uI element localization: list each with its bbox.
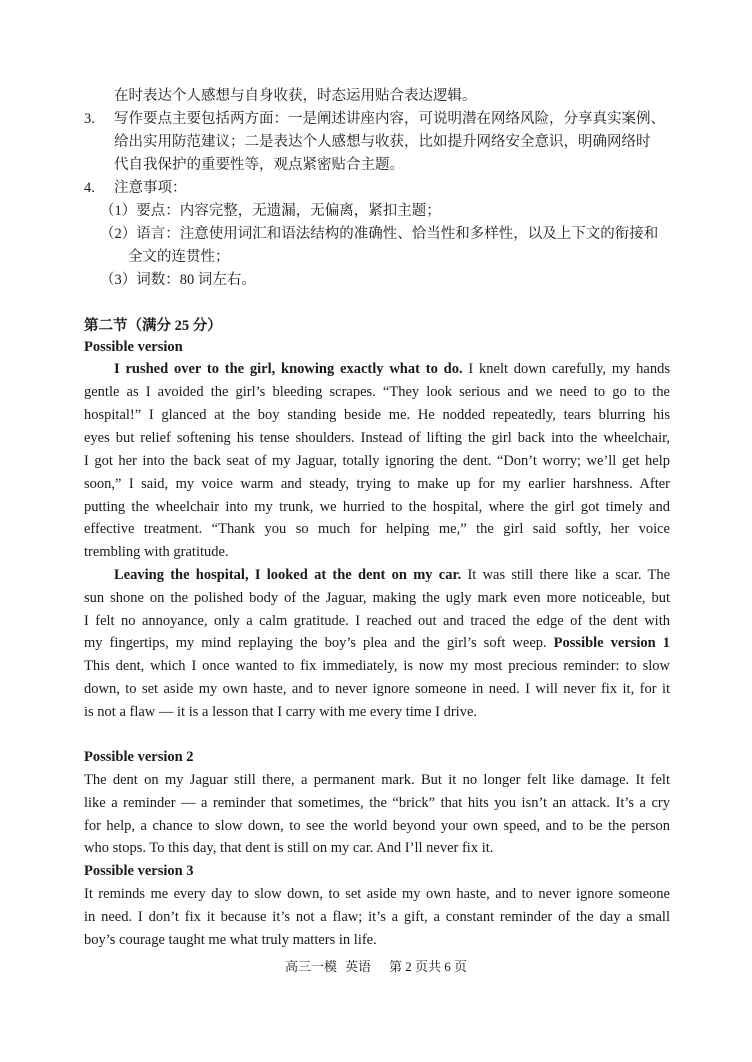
paragraph-line: gentle as I avoided the girl’s bleeding scrapes. “They look serious and we need to go to the [84,384,670,400]
paragraph-line: trembling with gratitude. [84,544,229,560]
paragraph-line: for help, a chance to slow down, to see the world beyond your own speed, and to be the person [84,818,670,834]
notes-title: 注意事项： [114,180,187,196]
requirement-line: 在时表达个人感想与自身收获，时态运用贴合表达逻辑。 [114,88,477,104]
paragraph-line: eyes but relief softening his tense shoulders. Instead of lifting the girl back into the wheelchair, [84,430,670,446]
paragraph-lead: Leaving the hospital, I looked at the dent on my car. [114,567,462,583]
paragraph-line: like a reminder — a reminder that sometimes, the “brick” that hits you isn’t an attack. It’s a cry [84,795,670,811]
note-item: 全文的连贯性； [128,249,230,265]
list-number: 3. [84,111,95,127]
paragraph-line: my fingertips, my mind replaying the boy’s plea and the girl’s soft weep. Possible version 1 [84,635,670,651]
paragraph-line: boy’s courage taught me what truly matters in life. [84,932,377,948]
paragraph-line: I felt no annoyance, only a calm gratitude. I reached out and traced the edge of the dent with [84,613,670,629]
version-3-label: Possible version 3 [84,863,194,879]
possible-version-label: Possible version [84,339,183,355]
requirement-line: 写作要点主要包括两方面：一是阐述讲座内容，可说明潜在网络风险，分享真实案例、 [114,111,665,127]
paragraph-line: I got her into the back seat of my Jaguar, totally ignoring the dent. “Don’t worry; we’ll get help [84,453,670,469]
paragraph-line: It reminds me every day to slow down, to set aside my own haste, and to never ignore someone [84,886,670,902]
list-number: 4. [84,180,95,196]
paragraph-line: sun shone on the polished body of the Jaguar, making the ugly mark even more noticeable, but [84,590,670,606]
page-footer [0,958,752,976]
paragraph-line: putting the wheelchair into my trunk, we hurried to the hospital, where the girl got timely and [84,499,670,515]
paragraph-line: in need. I don’t fix it because it’s not a flaw; it’s a gift, a constant reminder of the day a small [84,909,670,925]
section-heading: 第二节（满分 25 分） [84,318,222,334]
note-item: （2）语言：注意使用词汇和语法结构的准确性、恰当性和多样性，以及上下文的衔接和 [100,226,659,242]
paragraph-line: down, to set aside my own haste, and to never ignore someone in need. I will never fix it, for it [84,681,670,697]
note-item: （3）词数：80 词左右。 [100,272,256,288]
requirement-line: 代自我保护的重要性等，观点紧密贴合主题。 [114,157,404,173]
paragraph-line: Leaving the hospital, I looked at the dent on my car. It was still there like a scar. The [114,567,671,583]
footer-subject: 英语 [344,959,371,974]
paragraph-line: I rushed over to the girl, knowing exactly what to do. I knelt down carefully, my hands [114,361,670,377]
footer-page-info: 第 2 页共 6 页 [389,959,468,974]
requirement-line: 给出实用防范建议；二是表达个人感想与收获，比如提升网络安全意识，明确网络时 [114,134,651,150]
paragraph-line: effective treatment. “Thank you so much for helping me,” the girl said softly, her voice [84,521,670,537]
paragraph-line: hospital!” I glanced at the boy standing beside me. He nodded repeatedly, tears blurring his [84,407,670,423]
paragraph-line: soon,” I said, my voice warm and steady, trying to make up for my earlier harshness. After [84,476,670,492]
paragraph-lead: I rushed over to the girl, knowing exactly what to do. [114,361,463,377]
version-2-label: Possible version 2 [84,749,194,765]
version-1-label: Possible version 1 [553,635,670,651]
paragraph-line: This dent, which I once wanted to fix immediately, is now my most precious reminder: to slow [84,658,670,674]
paragraph-line: who stops. To this day, that dent is still on my car. And I’ll never fix it. [84,840,494,856]
note-item: （1）要点：内容完整，无遗漏，无偏离，紧扣主题； [100,203,441,219]
footer-exam: 高三一模 [284,959,337,974]
paragraph-line: The dent on my Jaguar still there, a permanent mark. But it no longer felt like damage. It felt [84,772,670,788]
paragraph-line: is not a flaw — it is a lesson that I carry with me every time I drive. [84,704,478,720]
